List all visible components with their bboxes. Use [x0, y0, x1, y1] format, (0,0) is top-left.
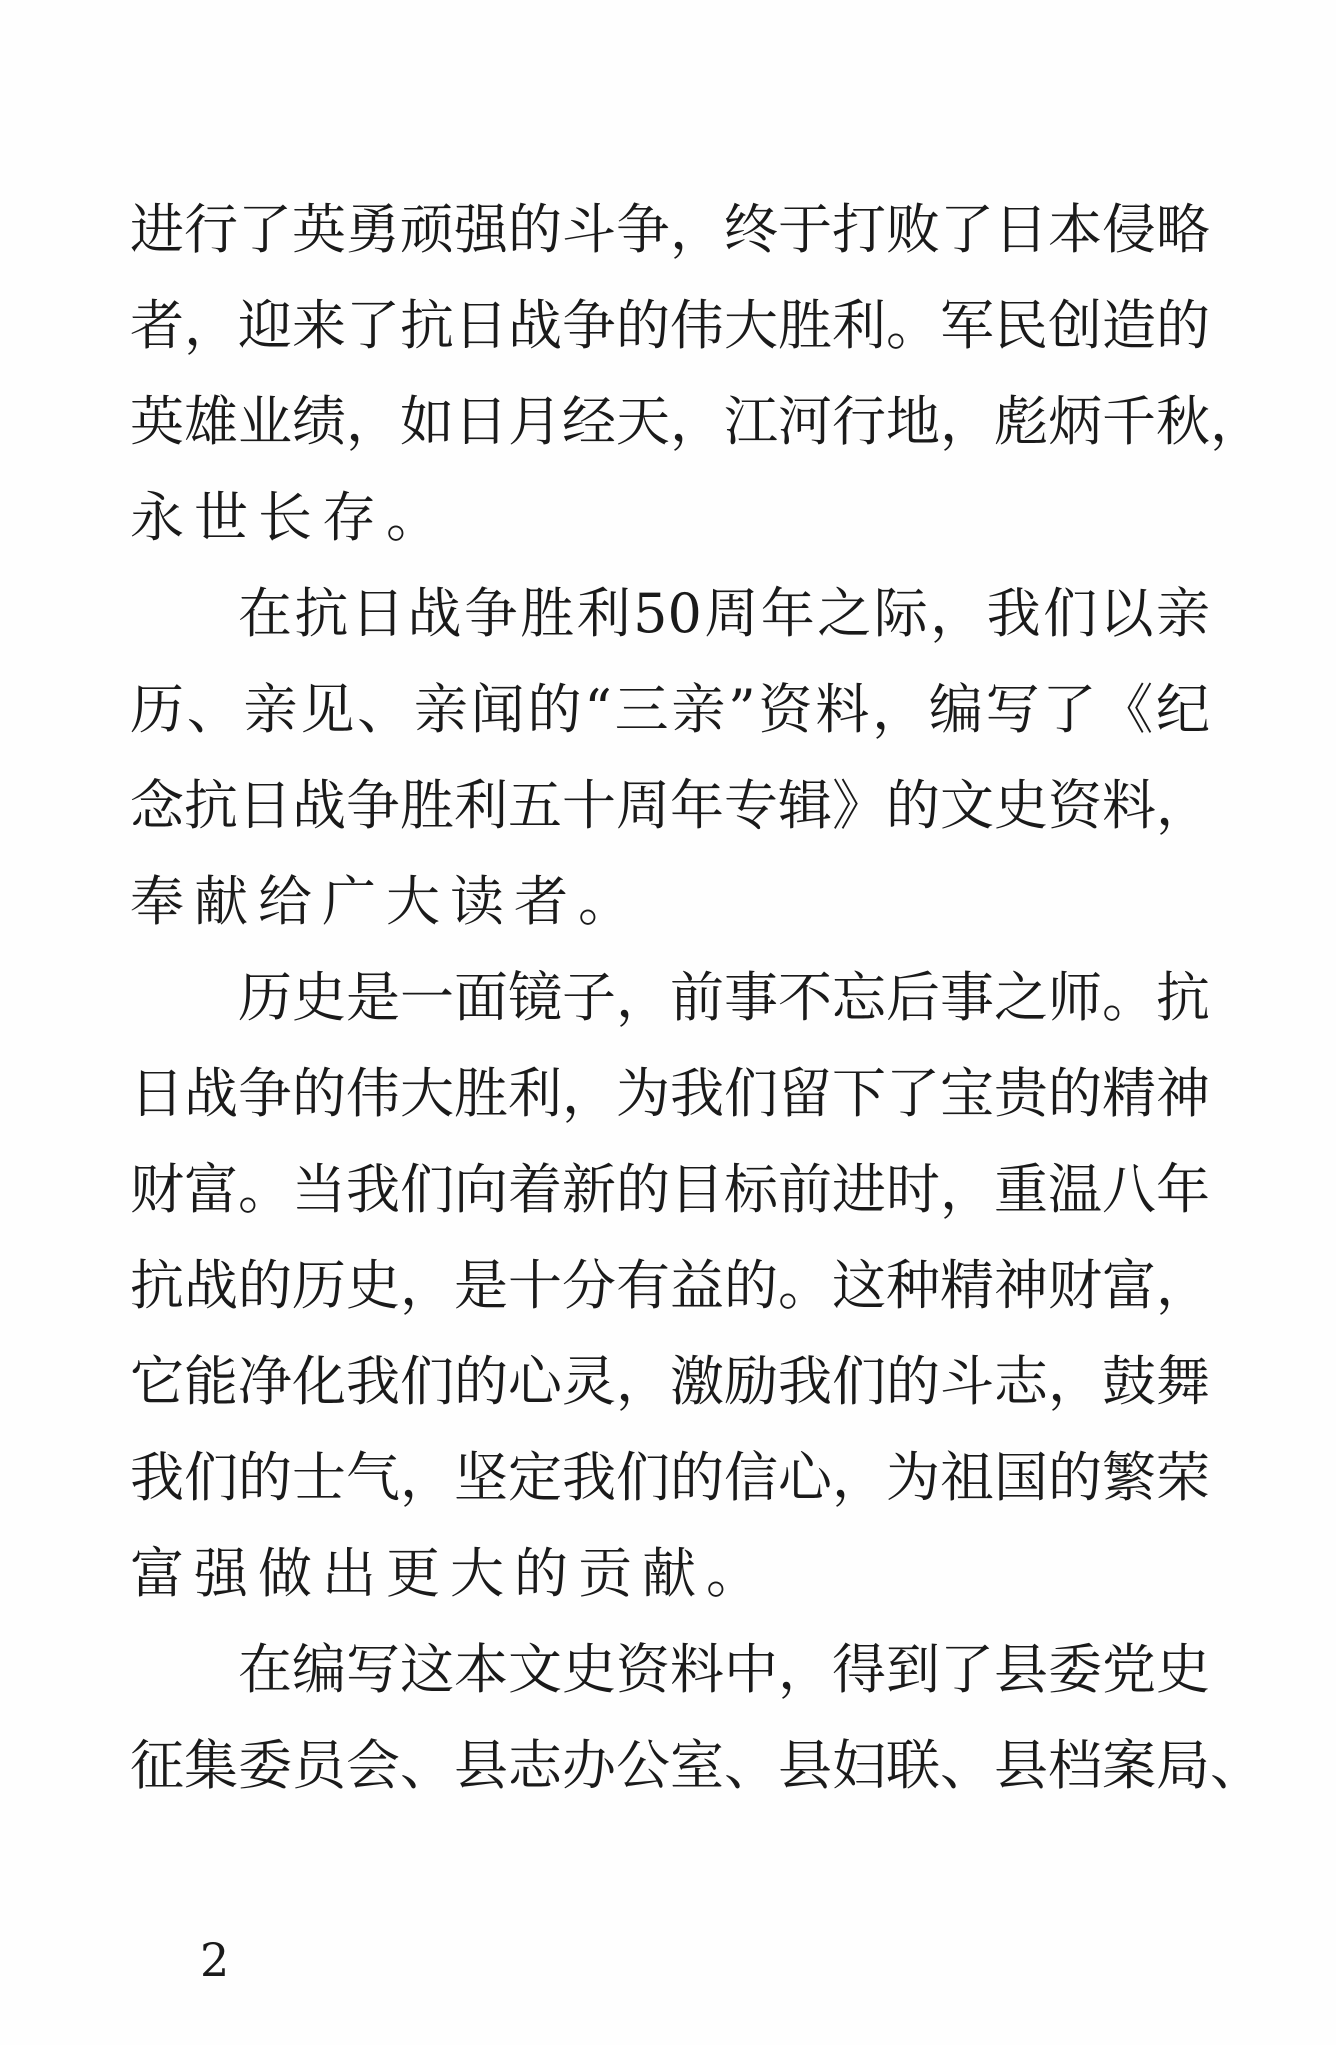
text-line: 在编写这本文史资料中，得到了县委党史 — [238, 1638, 1210, 1701]
text-line: 进行了英勇顽强的斗争，终于打败了日本侵略 — [130, 198, 1210, 261]
text-line: 历、亲见、亲闻的“三亲”资料，编写了《纪 — [130, 678, 1210, 741]
text-line: 抗战的历史，是十分有益的。这种精神财富， — [130, 1254, 1210, 1317]
text-line: 我们的士气，坚定我们的信心，为祖国的繁荣 — [130, 1446, 1210, 1509]
page-number: 2 — [200, 1933, 230, 1987]
text-line: 英雄业绩，如日月经天，江河行地，彪炳千秋， — [130, 390, 1264, 453]
text-line: 永世长存。 — [130, 486, 450, 549]
text-line: 富强做出更大的贡献。 — [130, 1542, 770, 1605]
text-line: 征集委员会、县志办公室、县妇联、县档案局、 — [130, 1734, 1264, 1797]
text-line: 日战争的伟大胜利，为我们留下了宝贵的精神 — [130, 1062, 1210, 1125]
text-line: 者，迎来了抗日战争的伟大胜利。军民创造的 — [130, 294, 1210, 357]
text-line: 财富。当我们向着新的目标前进时，重温八年 — [130, 1158, 1210, 1221]
text-line: 念抗日战争胜利五十周年专辑》的文史资料， — [130, 774, 1210, 837]
text-line: 奉献给广大读者。 — [130, 870, 642, 933]
text-line: 它能净化我们的心灵，激励我们的斗志，鼓舞 — [130, 1350, 1210, 1413]
text-line: 历史是一面镜子，前事不忘后事之师。抗 — [238, 966, 1210, 1029]
text-line: 在抗日战争胜利50周年之际，我们以亲 — [238, 582, 1210, 645]
body-text — [130, 182, 1264, 1814]
